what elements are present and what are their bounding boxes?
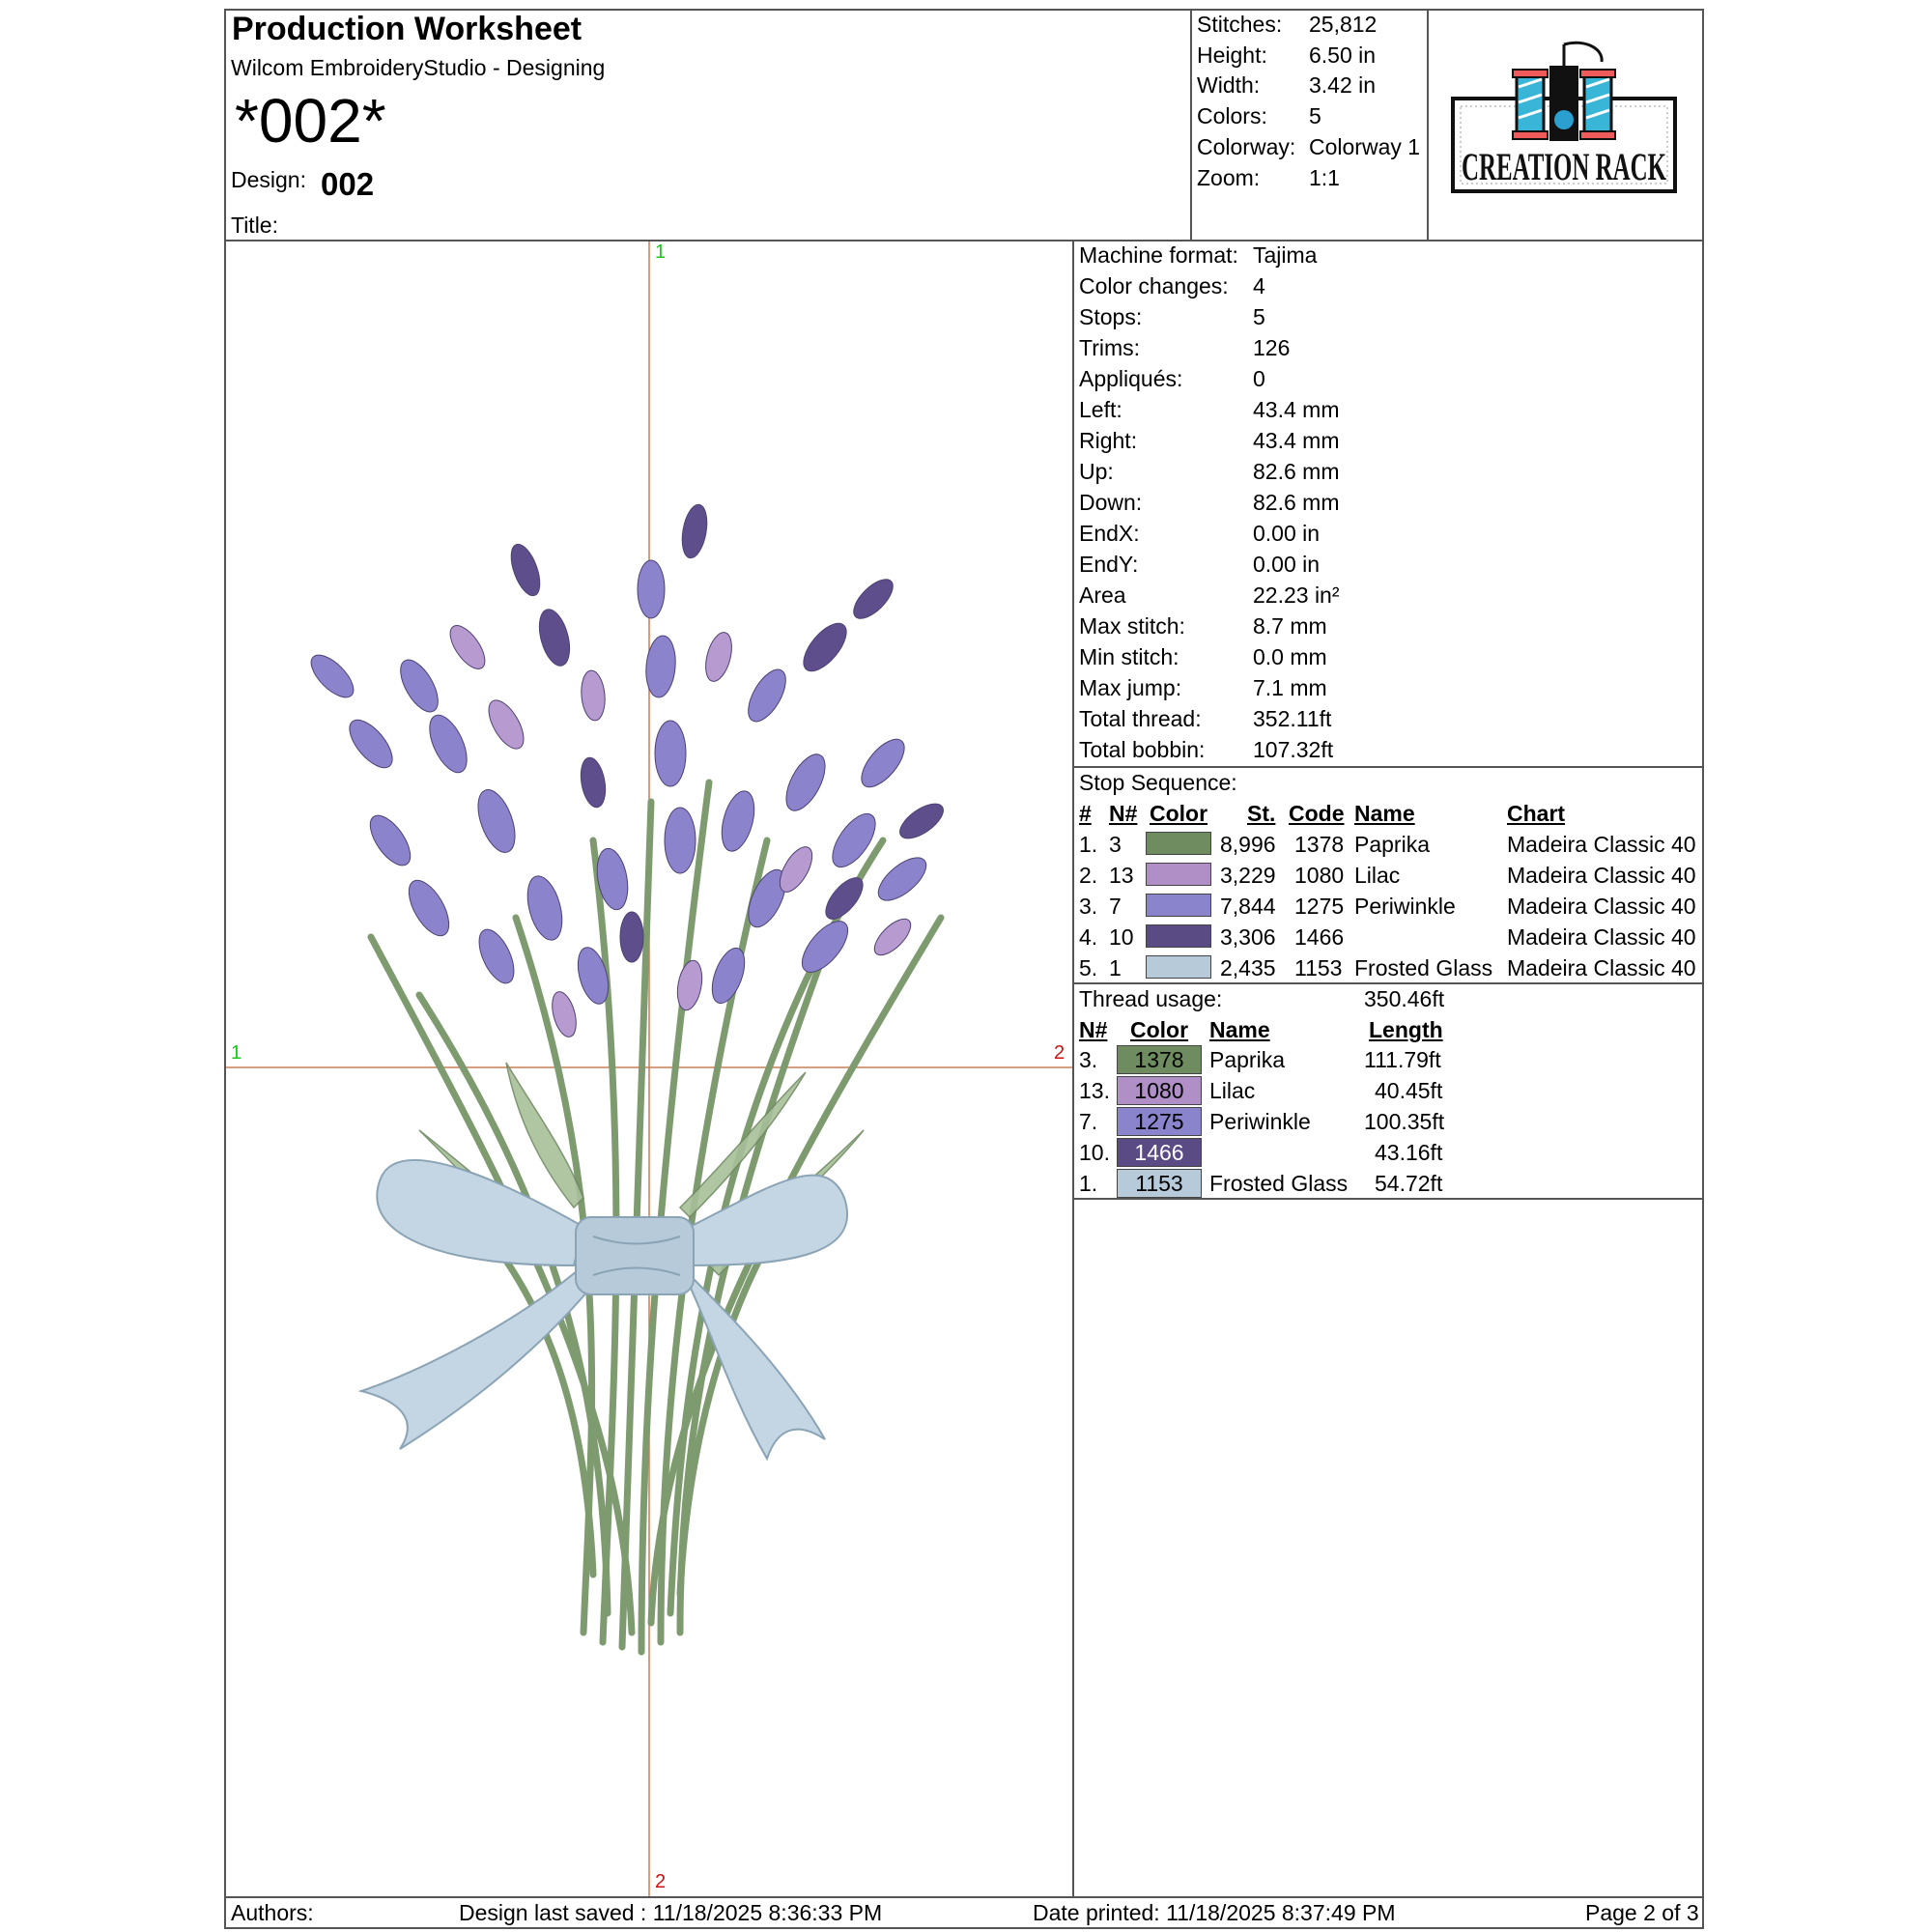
footer-printed: Date printed: 11/18/2025 8:37:49 PM xyxy=(1033,1900,1396,1925)
color-swatch xyxy=(1146,894,1211,917)
row-name: Paprika xyxy=(1354,832,1430,857)
thread-divider xyxy=(1072,982,1704,984)
summary-value: 5 xyxy=(1309,103,1321,128)
footer-page: Page 2 of 3 xyxy=(1585,1900,1699,1925)
row-code: 1080 xyxy=(1294,863,1345,888)
col-header-st: St. xyxy=(1247,801,1276,826)
info-label: Appliqués: xyxy=(1079,366,1183,391)
info-value: 352.11ft xyxy=(1253,706,1332,731)
thread-length: 54.72ft xyxy=(1375,1171,1443,1196)
row-st: 8,996 xyxy=(1220,832,1276,857)
axis-marker-top: 1 xyxy=(655,242,667,263)
color-swatch xyxy=(1146,832,1211,855)
info-value: 43.4 mm xyxy=(1253,397,1340,422)
title-label: Title: xyxy=(231,213,278,238)
info-label: Area xyxy=(1079,582,1126,608)
thread-spool-icon xyxy=(1513,70,1548,139)
col-header-name: Name xyxy=(1209,1017,1270,1042)
thread-n: 3. xyxy=(1079,1047,1098,1072)
info-label: Total bobbin: xyxy=(1079,737,1206,762)
row-n: 10 xyxy=(1109,924,1134,950)
thread-usage-total: 350.46ft xyxy=(1364,986,1445,1011)
summary-value: Colorway 1 xyxy=(1309,134,1421,159)
row-n: 3 xyxy=(1109,832,1122,857)
info-label: Min stitch: xyxy=(1079,644,1179,669)
thread-n: 13. xyxy=(1079,1078,1110,1103)
info-value: 0.00 in xyxy=(1253,552,1321,577)
row-name: Periwinkle xyxy=(1354,894,1456,919)
info-value: 43.4 mm xyxy=(1253,428,1340,453)
thread-n: 10. xyxy=(1079,1140,1110,1165)
frame-right xyxy=(1702,9,1704,1929)
thread-end-divider xyxy=(1072,1198,1704,1200)
thread-n: 7. xyxy=(1079,1109,1098,1134)
info-value: 8.7 mm xyxy=(1253,613,1327,639)
axis-marker-left: 1 xyxy=(231,1042,242,1064)
info-label: Right: xyxy=(1079,428,1138,453)
info-value: 0.0 mm xyxy=(1253,644,1327,669)
page-title: Production Worksheet xyxy=(232,11,582,47)
col-header-color: Color xyxy=(1150,801,1208,826)
creation-rack-logo xyxy=(1449,39,1681,203)
color-swatch: 1275 xyxy=(1117,1107,1202,1136)
thread-n: 1. xyxy=(1079,1171,1098,1196)
footer-authors: Authors: xyxy=(231,1900,314,1925)
row-name: Frosted Glass xyxy=(1354,955,1493,980)
row-chart: Madeira Classic 40 xyxy=(1507,832,1696,857)
info-value: Tajima xyxy=(1253,242,1318,268)
col-header-n: N# xyxy=(1079,1017,1108,1042)
thread-name: Lilac xyxy=(1209,1078,1256,1103)
info-value: 0 xyxy=(1253,366,1265,391)
info-value: 4 xyxy=(1253,273,1265,298)
thread-spool-icon xyxy=(1580,70,1615,139)
col-header-name: Name xyxy=(1354,801,1415,826)
row-n: 7 xyxy=(1109,894,1122,919)
info-label: Left: xyxy=(1079,397,1122,422)
row-st: 2,435 xyxy=(1220,955,1276,980)
row-chart: Madeira Classic 40 xyxy=(1507,955,1696,980)
info-label: EndY: xyxy=(1079,552,1139,577)
info-label: EndX: xyxy=(1079,521,1140,546)
software-name: Wilcom EmbroideryStudio - Designing xyxy=(231,55,606,80)
design-value: 002 xyxy=(321,166,375,202)
design-label: Design: xyxy=(231,167,306,192)
thread-length: 40.45ft xyxy=(1375,1078,1443,1103)
row-code: 1153 xyxy=(1294,955,1343,980)
row-num: 2. xyxy=(1079,863,1098,888)
logo-text: CREATION RACK xyxy=(1462,145,1666,188)
row-code: 1378 xyxy=(1294,832,1345,857)
info-value: 107.32ft xyxy=(1253,737,1334,762)
stop-sequence-title: Stop Sequence: xyxy=(1079,770,1237,795)
summary-label: Width: xyxy=(1197,72,1261,98)
info-value: 5 xyxy=(1253,304,1265,329)
info-label: Color changes: xyxy=(1079,273,1229,298)
design-preview xyxy=(226,242,1072,1896)
row-num: 5. xyxy=(1079,955,1098,980)
thread-name: Frosted Glass xyxy=(1209,1171,1349,1196)
thread-length: 43.16ft xyxy=(1375,1140,1443,1165)
row-st: 3,306 xyxy=(1220,924,1276,950)
color-swatch xyxy=(1146,863,1211,886)
summary-label: Zoom: xyxy=(1197,165,1261,190)
frame-bottom xyxy=(224,1927,1704,1929)
row-n: 13 xyxy=(1109,863,1134,888)
row-code: 1275 xyxy=(1294,894,1345,919)
col-header-code: Code xyxy=(1289,801,1345,826)
info-value: 126 xyxy=(1253,335,1291,360)
info-label: Max jump: xyxy=(1079,675,1182,700)
panel-divider xyxy=(1072,240,1074,1897)
info-label: Machine format: xyxy=(1079,242,1238,268)
row-code: 1466 xyxy=(1294,924,1345,950)
info-label: Total thread: xyxy=(1079,706,1202,731)
row-st: 3,229 xyxy=(1220,863,1276,888)
color-swatch: 1378 xyxy=(1117,1045,1202,1074)
logo-divider xyxy=(1427,9,1429,241)
thread-usage-title: Thread usage: xyxy=(1079,986,1223,1011)
col-header-color: Color xyxy=(1130,1017,1189,1042)
thread-name: Periwinkle xyxy=(1209,1109,1311,1134)
color-swatch xyxy=(1146,924,1211,948)
color-swatch: 1466 xyxy=(1117,1138,1202,1167)
info-value: 7.1 mm xyxy=(1253,675,1327,700)
info-label: Stops: xyxy=(1079,304,1143,329)
row-chart: Madeira Classic 40 xyxy=(1507,924,1696,950)
row-chart: Madeira Classic 40 xyxy=(1507,894,1696,919)
info-label: Down: xyxy=(1079,490,1143,515)
info-value: 82.6 mm xyxy=(1253,490,1340,515)
axis-marker-bottom: 2 xyxy=(655,1871,667,1892)
info-value: 82.6 mm xyxy=(1253,459,1340,484)
summary-value: 3.42 in xyxy=(1309,72,1377,98)
col-header-num: # xyxy=(1079,801,1092,826)
info-label: Trims: xyxy=(1079,335,1141,360)
summary-label: Height: xyxy=(1197,43,1267,68)
info-value: 22.23 in² xyxy=(1253,582,1340,608)
axis-marker-right: 2 xyxy=(1054,1042,1065,1064)
stop-divider xyxy=(1072,766,1704,768)
summary-value: 1:1 xyxy=(1309,165,1340,190)
footer-divider xyxy=(224,1896,1704,1898)
thread-length: 111.79ft xyxy=(1364,1047,1441,1072)
row-name: Lilac xyxy=(1354,863,1401,888)
row-n: 1 xyxy=(1109,955,1122,980)
summary-label: Colorway: xyxy=(1197,134,1296,159)
col-header-n: N# xyxy=(1109,801,1138,826)
summary-label: Stitches: xyxy=(1197,12,1283,37)
thread-length: 100.35ft xyxy=(1364,1109,1445,1134)
info-label: Up: xyxy=(1079,459,1114,484)
row-chart: Madeira Classic 40 xyxy=(1507,863,1696,888)
row-num: 4. xyxy=(1079,924,1098,950)
row-st: 7,844 xyxy=(1220,894,1276,919)
summary-divider xyxy=(1190,9,1192,241)
info-value: 0.00 in xyxy=(1253,521,1321,546)
col-header-length: Length xyxy=(1369,1017,1443,1042)
thread-name: Paprika xyxy=(1209,1047,1285,1072)
summary-value: 25,812 xyxy=(1309,12,1378,37)
summary-value: 6.50 in xyxy=(1309,43,1377,68)
row-num: 1. xyxy=(1079,832,1098,857)
footer-saved: Design last saved : 11/18/2025 8:36:33 PM xyxy=(459,1900,883,1925)
lavender-flower-heads xyxy=(304,502,949,1039)
col-header-chart: Chart xyxy=(1507,801,1566,826)
barcode-text: *002* xyxy=(235,86,386,156)
row-num: 3. xyxy=(1079,894,1098,919)
color-swatch: 1080 xyxy=(1117,1076,1202,1105)
color-swatch xyxy=(1146,955,1211,979)
summary-label: Colors: xyxy=(1197,103,1267,128)
color-swatch: 1153 xyxy=(1117,1169,1202,1198)
info-label: Max stitch: xyxy=(1079,613,1185,639)
ribbon-bow xyxy=(361,1160,847,1459)
